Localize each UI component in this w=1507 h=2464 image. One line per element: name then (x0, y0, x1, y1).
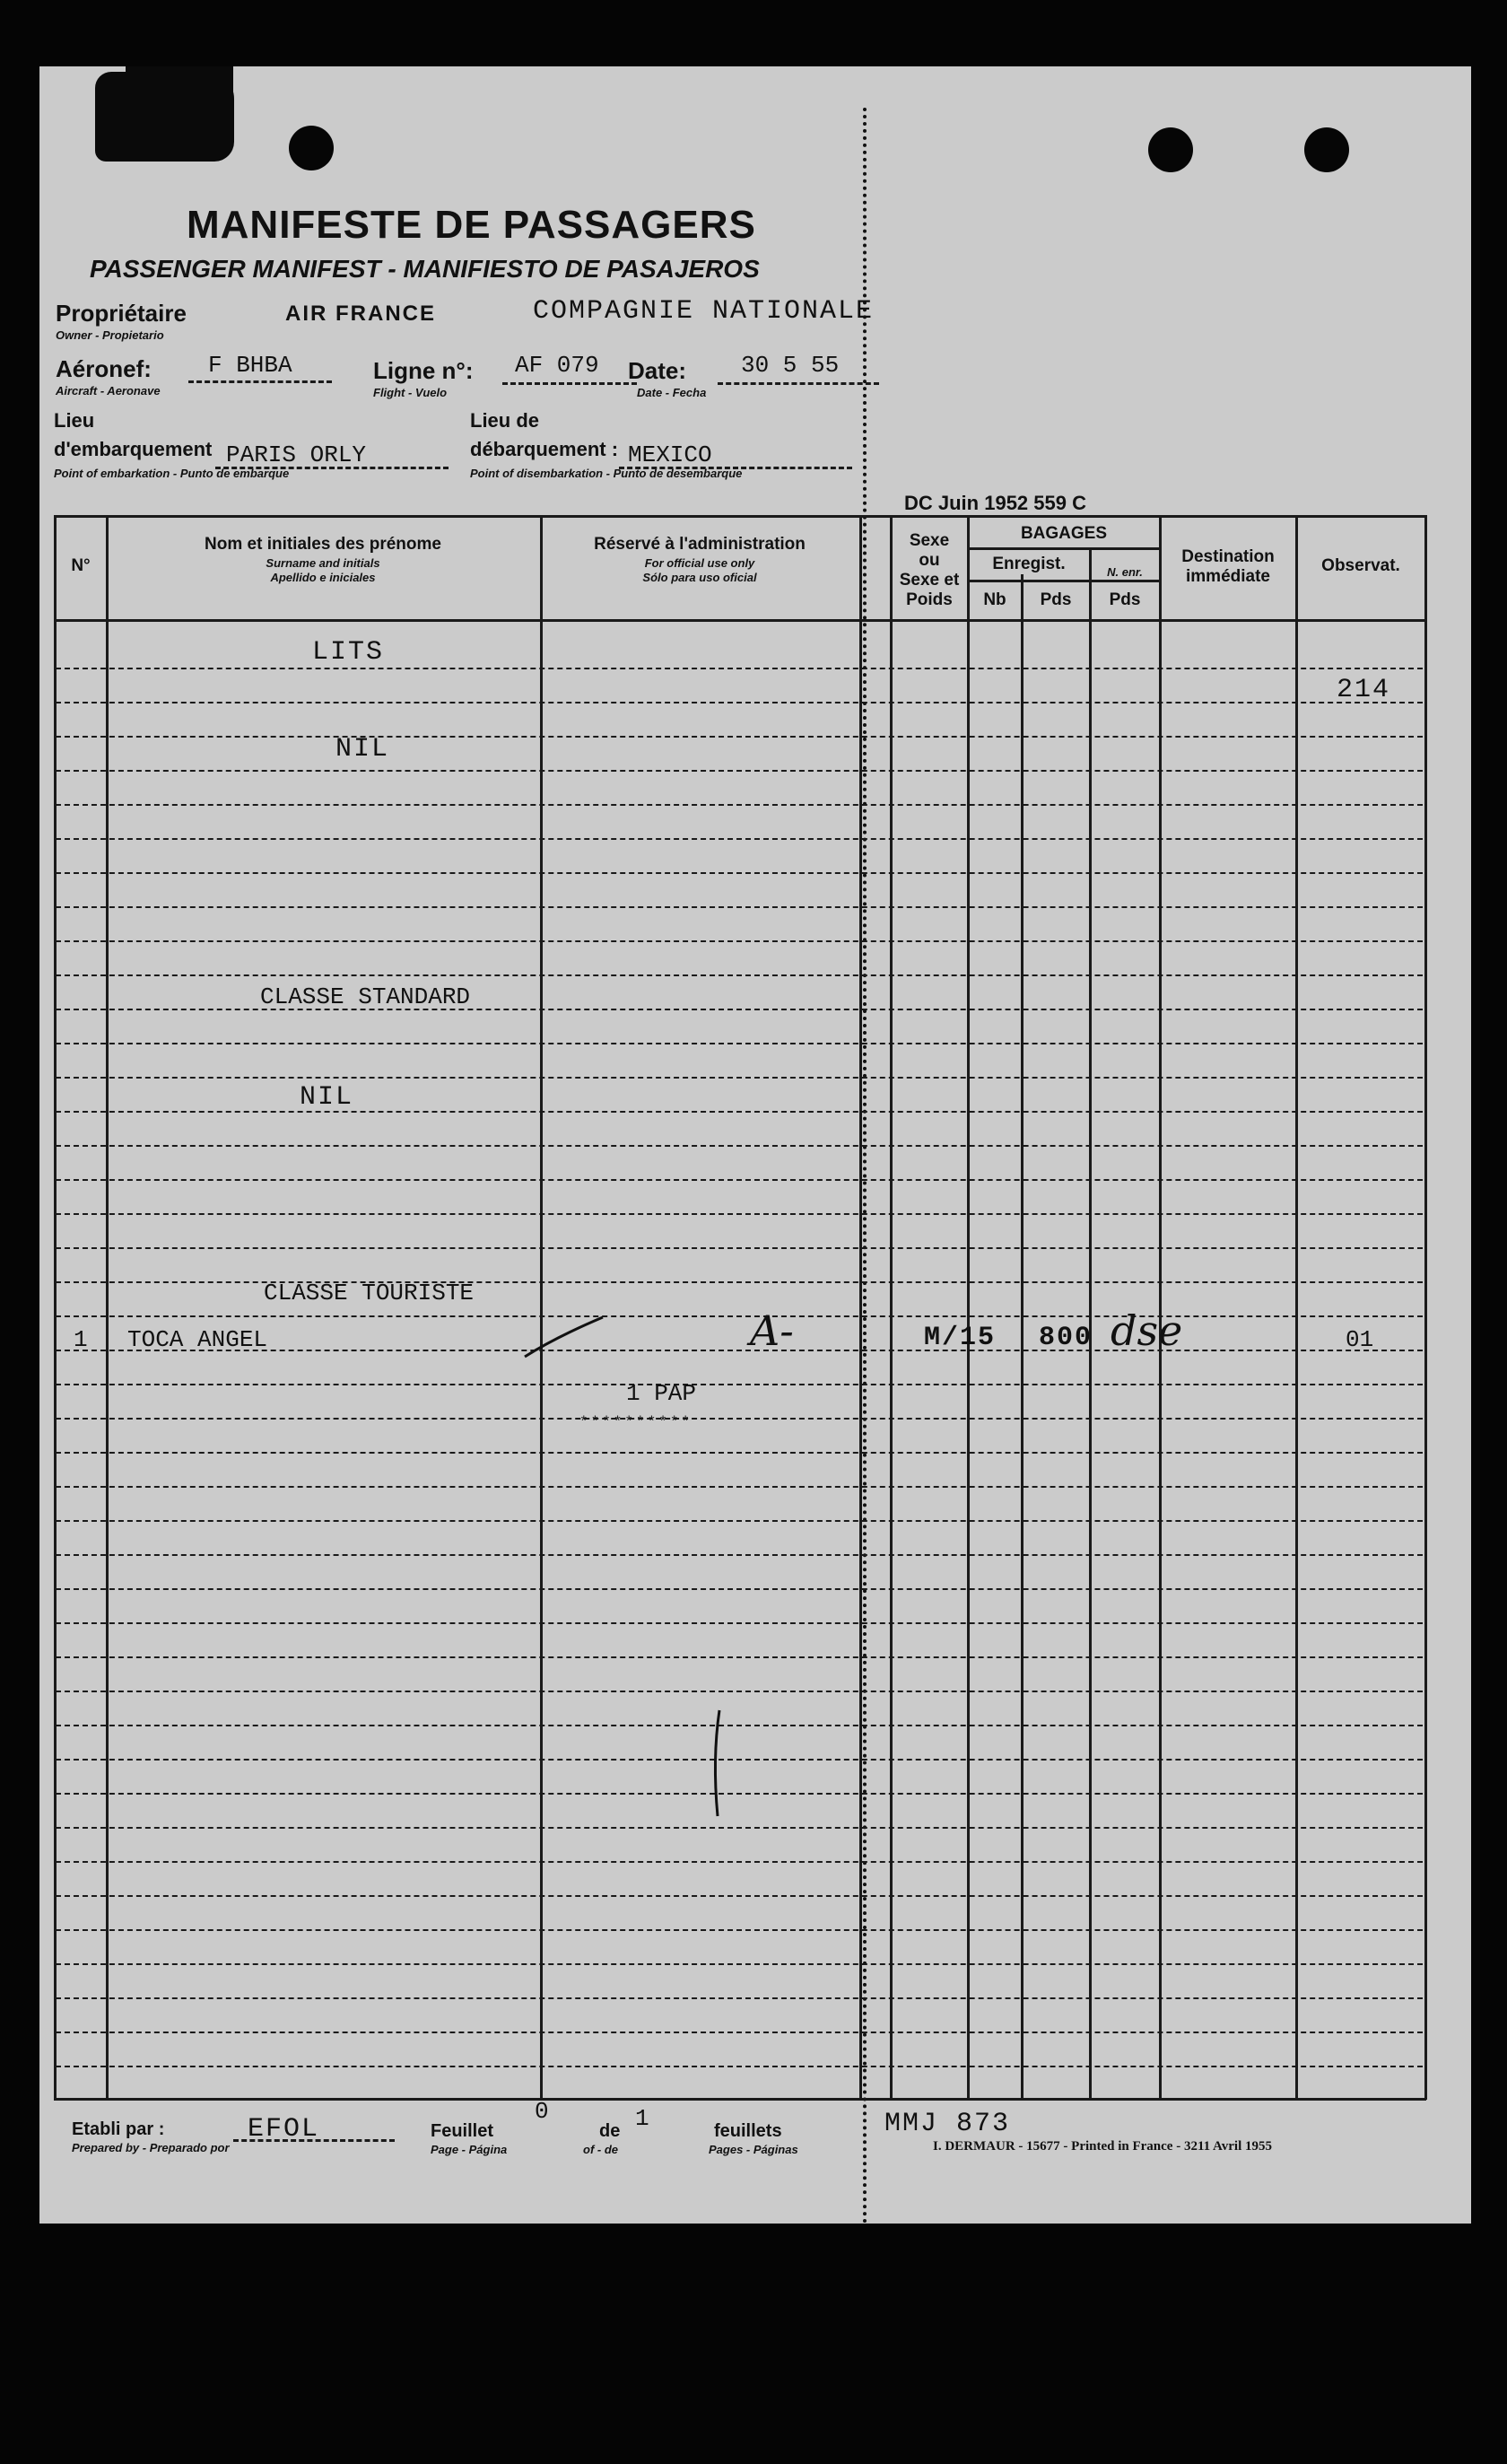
aircraft-underline (188, 380, 332, 383)
col-header-sex-2: ou (919, 551, 940, 570)
date-underline (718, 382, 879, 385)
owner-print: AIR FRANCE (285, 301, 436, 326)
punch-hole-left (289, 126, 334, 170)
table-row-line (56, 1861, 1423, 1863)
table-row-line (56, 906, 1423, 908)
entry-admin-mark: A- (750, 1306, 794, 1355)
flight-underline (502, 382, 637, 385)
disembark-sub: Point of disembarkation - Punto de desembarque (470, 467, 743, 480)
table-row-line (56, 2066, 1423, 2067)
table-row-line (56, 1963, 1423, 1965)
prepared-label: Etabli par : (72, 2119, 165, 2139)
col-header-name-en: Surname and initials (266, 556, 380, 570)
punch-hole-right (1304, 127, 1349, 172)
col-header-admin-es: Sólo para uso oficial (642, 571, 757, 584)
table-row-line (56, 1281, 1423, 1283)
table-row-line (56, 1895, 1423, 1897)
table-row-line (56, 872, 1423, 874)
sheets-sub: Pages - Páginas (709, 2143, 798, 2156)
table-row-line (56, 1691, 1423, 1692)
embark-sub: Point of embarkation - Punto de embarque (54, 467, 290, 480)
col-header-sex-4: Poids (906, 590, 953, 609)
table-row-line (56, 1725, 1423, 1726)
col-header-nb: Nb (983, 590, 1006, 609)
form-code: DC Juin 1952 559 C (904, 492, 1086, 514)
embark-label-2: d'embarquement (54, 438, 213, 460)
table-bottom-border (54, 2098, 1426, 2101)
of-label: de (599, 2121, 621, 2141)
col-header-observ: Observat. (1321, 556, 1400, 575)
flight-sub: Flight - Vuelo (373, 386, 448, 399)
sheet-sub: Page - Página (431, 2143, 508, 2156)
footer-ref: MMJ 873 (884, 2109, 1011, 2139)
table-header-bottom (54, 619, 1426, 622)
owner-label: Propriétaire (56, 300, 187, 327)
embark-label-1: Lieu (54, 409, 95, 432)
entry-classe-standard: CLASSE STANDARD (260, 983, 471, 1010)
sheet-value: 0 (535, 2098, 549, 2125)
entry-nil-2: NIL (300, 1082, 354, 1113)
table-row-line (56, 940, 1423, 942)
col-border-right (1424, 515, 1427, 2100)
col-header-sex-3: Sexe et (899, 571, 960, 590)
table-row-line (56, 804, 1423, 806)
col-header-pds2: Pds (1109, 590, 1141, 609)
entry-stars: ********** (579, 1414, 693, 1430)
prepared-underline (233, 2139, 395, 2142)
fold-line (863, 108, 870, 2225)
table-row-line (56, 1997, 1423, 1999)
of-value: 1 (635, 2105, 649, 2132)
printer-line: I. DERMAUR - 15677 - Printed in France - 3211 Avril 1955 (933, 2139, 1273, 2154)
disembark-label-1: Lieu de (470, 409, 540, 432)
table-row-line (56, 838, 1423, 840)
disembark-value: MEXICO (628, 441, 712, 468)
table-row-line (56, 1486, 1423, 1488)
owner-typed: COMPAGNIE NATIONALE (533, 296, 875, 327)
col-header-enregist: Enregist. (992, 555, 1066, 573)
embark-value: PARIS ORLY (226, 441, 367, 468)
enregist-divider (967, 580, 1159, 582)
table-row-line (56, 1384, 1423, 1385)
table-row-line (56, 1588, 1423, 1590)
table-row-line (56, 1452, 1423, 1454)
pen-stroke-diagonal (520, 1310, 610, 1364)
col-header-dest-2: immédiate (1186, 567, 1270, 586)
entry-lits: LITS (312, 637, 385, 668)
disembark-underline (619, 467, 852, 469)
col-header-admin: Réservé à l'administration (594, 535, 806, 554)
table-row-line (56, 1520, 1423, 1522)
col-header-bagages: BAGAGES (1020, 524, 1108, 543)
prepared-sub: Prepared by - Preparado por (72, 2141, 230, 2154)
flight-label: Ligne n°: (373, 357, 474, 384)
entry-pap: 1 PAP (626, 1380, 697, 1407)
document-title: MANIFESTE DE PASSAGERS (187, 203, 756, 247)
sheet-label: Feuillet (431, 2121, 494, 2141)
punch-hole-middle (1148, 127, 1193, 172)
entry-nil-1: NIL (335, 734, 390, 765)
col-header-sex-1: Sexe (909, 531, 950, 550)
table-row-line (56, 1111, 1423, 1113)
date-value: 30 5 55 (741, 352, 840, 379)
table-row-line (56, 1554, 1423, 1556)
col-header-nonenr: N. enr. (1107, 565, 1143, 579)
prepared-value: EFOL (248, 2114, 320, 2145)
embark-underline (215, 467, 449, 469)
bagages-divider (967, 547, 1159, 550)
table-row-line (56, 2031, 1423, 2033)
entry-classe-touriste: CLASSE TOURISTE (264, 1280, 475, 1306)
table-row-line (56, 1043, 1423, 1044)
table-row-line (56, 1247, 1423, 1249)
table-row-line (56, 1145, 1423, 1147)
date-sub: Date - Fecha (637, 386, 707, 399)
table-row-line (56, 1827, 1423, 1829)
table-row-line (56, 1315, 1423, 1317)
col-header-pds: Pds (1040, 590, 1072, 609)
table-row-line (56, 1418, 1423, 1420)
table-row-line (56, 974, 1423, 976)
disembark-label-2: débarquement : (470, 438, 619, 460)
col-header-admin-en: For official use only (644, 556, 755, 570)
table-row-line (56, 702, 1423, 703)
sheets-label: feuillets (714, 2121, 782, 2141)
table-row-line (56, 1793, 1423, 1795)
entry-bag-weight: 800 (1039, 1323, 1093, 1353)
table-row-line (56, 1179, 1423, 1181)
table-row-line (56, 736, 1423, 738)
table-row-line (56, 770, 1423, 772)
date-label: Date: (628, 357, 687, 384)
table-row-line (56, 668, 1423, 669)
col-header-name-es: Apellido e iniciales (270, 571, 376, 584)
aircraft-label: Aéronef: (56, 355, 152, 382)
col-header-no: N° (71, 556, 91, 575)
col-border-nb (1021, 574, 1024, 2100)
entry-observ-01: 01 (1346, 1326, 1374, 1353)
of-sub: of - de (583, 2143, 618, 2156)
owner-sub: Owner - Propietario (56, 328, 164, 342)
col-header-dest-1: Destination (1181, 547, 1275, 566)
flight-value: AF 079 (515, 352, 599, 379)
table-row-line (56, 1759, 1423, 1761)
entry-destination: dse (1111, 1306, 1183, 1355)
pen-stroke-vertical (700, 1705, 736, 1822)
entry-observ-214: 214 (1337, 675, 1391, 705)
table-row-line (56, 1622, 1423, 1624)
aircraft-sub: Aircraft - Aeronave (56, 384, 161, 398)
col-header-name: Nom et initiales des prénome (205, 535, 441, 554)
aircraft-value: F BHBA (208, 352, 292, 379)
document-subtitle: PASSENGER MANIFEST - MANIFIESTO DE PASAJEROS (90, 255, 760, 283)
table-row-line (56, 1656, 1423, 1658)
table-row-line (56, 1929, 1423, 1931)
table-row-line (56, 1077, 1423, 1079)
ink-blot-top (126, 66, 233, 120)
table-top-border (54, 515, 1426, 518)
entry-passenger-no: 1 (74, 1326, 88, 1353)
entry-passenger-name: TOCA ANGEL (127, 1326, 268, 1353)
entry-sex-weight: M/15 (924, 1323, 997, 1353)
table-row-line (56, 1213, 1423, 1215)
